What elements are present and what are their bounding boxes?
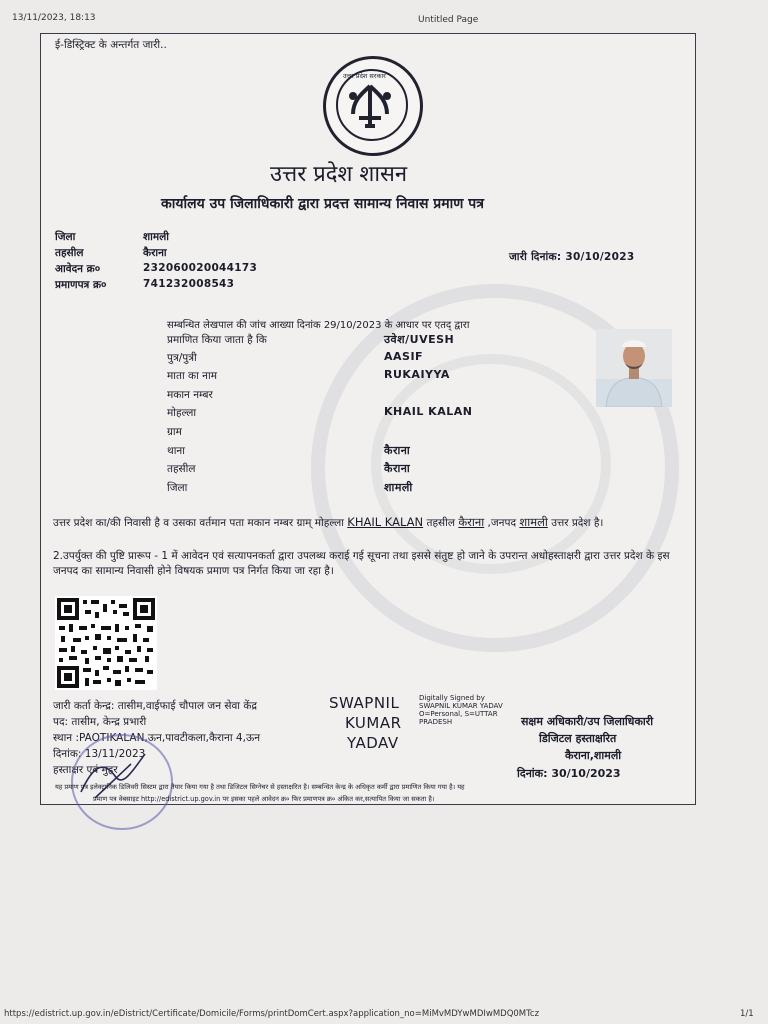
digital-signer-middle-name: KUMAR: [345, 714, 402, 732]
field-label: प्रमाणित किया जाता है कि: [167, 334, 267, 346]
certificate: [40, 33, 696, 805]
issue-date: जारी दिनांक: 30/10/2023: [509, 251, 635, 263]
issuer-date: दिनांक: 13/11/2023: [53, 748, 146, 760]
person-photo-icon: [596, 329, 672, 407]
intro-line: सम्बन्धित लेखपाल की जांच आख्या दिनांक 29/10/2023 के आधार पर एतद् द्वारा: [167, 320, 470, 331]
confirmation-paragraph: 2.उपर्युक्त की पुष्टि प्रारूप - 1 में आवेदन एवं सत्यापनकर्ता द्वारा उपलब्ध कराई गई सूचना तथा इससे संतुष्ट हो जाने के उपरान्त अधोहस्ताक्षरी द्वारा उत्तर प्रदेश के इस जनपद का सामान्य निवासी होने विषयक प्रमाण पत्र निर्गत किया जा रहा है।: [53, 550, 670, 577]
issuer-center: जारी कर्ता केन्द्र: तासीम,वाईफाई चौपाल जन सेवा केंद्र: [53, 700, 258, 712]
digital-signer-first-name: SWAPNIL: [329, 694, 400, 712]
value-district: शामली: [143, 231, 169, 243]
issuer-designation: पद: तासीम, केन्द्र प्रभारी: [53, 716, 147, 728]
label-district: जिला: [55, 231, 76, 243]
digital-sign-detail: O=Personal, S=UTTAR: [419, 710, 498, 718]
value-tehsil: कैराना: [143, 247, 167, 259]
para1-text: उत्तर प्रदेश का/की निवासी है व उसका वर्तमान पता मकान नम्बर ग्राम् मोहल्ला: [53, 517, 344, 529]
certificate-title: कार्यालय उप जिलाधिकारी द्वारा प्रदत्त सामान्य निवास प्रमाण पत्र: [161, 196, 484, 212]
print-datetime: 13/11/2023, 18:13: [12, 13, 96, 23]
digital-sign-detail: Digitally Signed by: [419, 694, 485, 702]
issuer-signature-label: हस्ताक्षर एवं मुहर: [53, 764, 118, 776]
label-application-no: आवेदन क्र०: [55, 263, 101, 275]
print-page-number: 1/1: [740, 1009, 754, 1019]
value-certificate-no: 741232008543: [143, 278, 235, 290]
residence-paragraph: [53, 515, 683, 531]
field-label: मकान नम्बर: [167, 389, 213, 401]
para1-tehsil: कैराना: [458, 515, 485, 529]
field-label: जिला: [167, 482, 188, 494]
applicant-photo: [596, 329, 672, 407]
print-page-title: Untitled Page: [418, 15, 479, 25]
qr-code-pattern: [55, 596, 157, 690]
footer-note-line: प्रमाण पत्र वेबसाइट http://edistrict.up.gov.in पर इसका पहले आवेदन क्र० फिर प्रमाणपत्र क्र० अंकित कर,सत्यापित किया जा सकता है।: [93, 795, 435, 803]
para1-text: ,जनपद: [487, 517, 517, 529]
authority-location: कैराना,शामली: [565, 749, 622, 762]
field-value-district: शामली: [384, 481, 413, 494]
digital-sign-detail: PRADESH: [419, 718, 453, 726]
footer-note-line: यह प्रमाण पत्र इलेक्ट्रानिक डिलिवरी सिस्टम द्वारा तैयार किया गया है तथा डिजिटल सिग्नेचर से हस्ताक्षरित है। सम्बन्धित केन्द्र के अधिकृत कर्मी द्वारा प्रमाणित किया गया है। यह: [55, 783, 465, 791]
para1-locality: KHAIL KALAN: [347, 515, 424, 529]
emblem-text: उत्तर प्रदेश सरकार: [343, 72, 386, 80]
field-label: थाना: [167, 445, 185, 457]
field-label: माता का नाम: [167, 370, 217, 382]
field-value-father: AASIF: [384, 350, 424, 363]
field-label: तहसील: [167, 463, 196, 475]
field-value-locality: KHAIL KALAN: [384, 405, 473, 418]
government-title: उत्तर प्रदेश शासन: [270, 162, 408, 187]
up-government-emblem: [323, 56, 423, 156]
field-label: ग्राम: [167, 426, 182, 438]
value-application-no: 232060020044173: [143, 262, 258, 274]
para1-district: शामली: [519, 515, 548, 529]
top-note: ई-डिस्ट्रिक्ट के अन्तर्गत जारी..: [55, 39, 167, 51]
field-value-police-station: कैराना: [384, 444, 411, 457]
label-certificate-no: प्रमाणपत्र क्र०: [55, 279, 107, 291]
field-value-tehsil: कैराना: [384, 462, 411, 475]
authority-date: दिनांक: 30/10/2023: [517, 767, 621, 780]
digital-sign-detail: SWAPNIL KUMAR YADAV: [419, 702, 503, 710]
field-label: मोहल्ला: [167, 407, 197, 419]
field-value-name: उवेश/UVESH: [384, 333, 455, 346]
para1-text: तहसील: [426, 517, 455, 529]
issuer-place: स्थान :PAOTIKALAN,ऊन,पावटीकला,कैराना 4,ऊन: [53, 732, 261, 744]
field-value-mother: RUKAIYYA: [384, 368, 450, 381]
print-url: https://edistrict.up.gov.in/eDistrict/Certificate/Domicile/Forms/printDomCert.aspx?application_no=MiMvMDYwMDIwMDQ0MTcz: [4, 1009, 540, 1019]
authority-signed: डिजिटल हस्ताक्षरित: [539, 732, 617, 745]
authority-title: सक्षम अधिकारी/उप जिलाधिकारी: [521, 715, 654, 728]
label-tehsil: तहसील: [55, 247, 84, 259]
qr-code: [55, 596, 157, 690]
para1-text: उत्तर प्रदेश है।: [551, 517, 604, 529]
field-label: पुत्र/पुत्री: [167, 352, 197, 364]
digital-signer-last-name: YADAV: [347, 734, 399, 752]
